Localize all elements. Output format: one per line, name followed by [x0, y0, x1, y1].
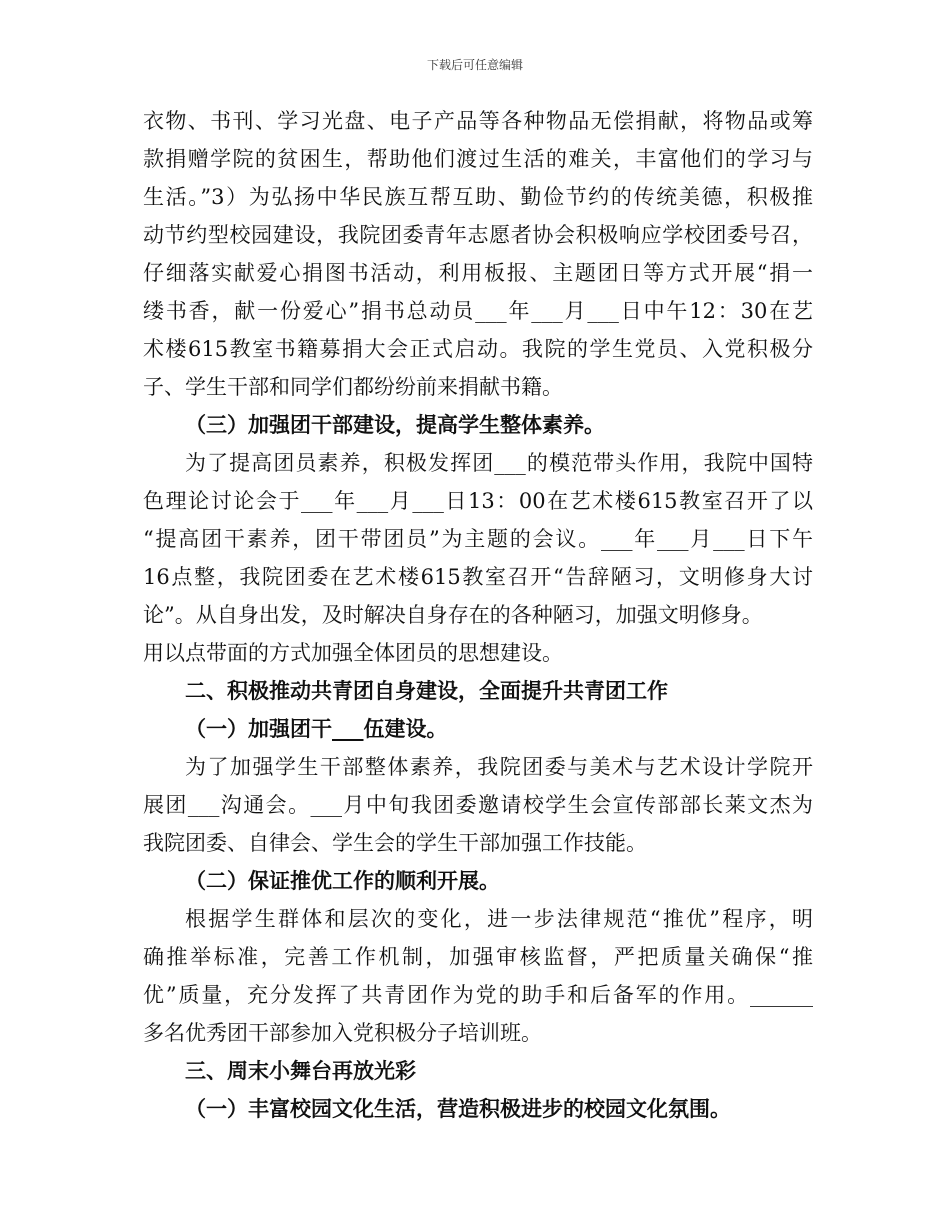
section-heading: （一）丰富校园文化生活，营造积极进步的校园文化氛围。 — [185, 1096, 731, 1121]
text-line: 生活。”3）为弘扬中华民族互帮互助、勤俭节约的传统美德，积极推 — [143, 185, 813, 209]
section-heading: （三）加强团干部建设，提高学生整体素养。 — [185, 412, 605, 437]
page-header: 下载后可任意编辑 — [426, 58, 523, 72]
text-line: 动节约型校园建设，我院团委青年志愿者协会积极响应学校团委号召， — [143, 223, 813, 247]
text-line: 我院团委、自律会、学生会的学生干部加强工作技能。 — [143, 831, 647, 855]
text-line: 展团___沟通会。___月中旬我团委邀请校学生会宣传部部长莱文杰为 — [143, 793, 813, 817]
text-line: 优”质量，充分发挥了共青团作为党的助手和后备军的作用。______ — [143, 983, 813, 1007]
text-line: “提高团干素养，团干带团员”为主题的会议。___年___月___日下午 — [143, 527, 813, 551]
text-line: 术楼615教室书籍募捐大会正式启动。我院的学生党员、入党积极分 — [143, 337, 813, 361]
text-line: 缕书香，献一份爱心”捐书总动员___年___月___日中午12：30在艺 — [143, 299, 813, 323]
text-line: 论”。从自身出发，及时解决自身存在的各种陋习，加强文明修身。 — [143, 603, 763, 627]
section-heading: 三、周末小舞台再放光彩 — [185, 1058, 416, 1083]
text-line: 16点整，我院团委在艺术楼615教室召开“告辞陋习，文明修身大讨 — [143, 565, 813, 589]
text-line: 确推举标准，完善工作机制，加强审核监督，严把质量关确保“推 — [143, 945, 813, 969]
section-heading: 二、积极推动共青团自身建设，全面提升共青团工作 — [185, 678, 668, 703]
text-line: 色理论讨论会于___年___月___日13：00在艺术楼615教室召开了以 — [143, 489, 813, 513]
text-line: 用以点带面的方式加强全体团员的思想建设。 — [143, 641, 563, 665]
text-line: 为了加强学生干部整体素养，我院团委与美术与艺术设计学院开 — [185, 755, 813, 779]
text-line: 为了提高团员素养，积极发挥团___的模范带头作用，我院中国特 — [185, 451, 813, 475]
text-line: 衣物、书刊、学习光盘、电子产品等各种物品无偿捐献，将物品或筹 — [143, 109, 813, 133]
section-heading: （一）加强团干___伍建设。 — [185, 716, 448, 741]
text-line: 多名优秀团干部参加入党积极分子培训班。 — [143, 1021, 542, 1045]
text-line: 款捐赠学院的贫困生，帮助他们渡过生活的难关，丰富他们的学习与 — [143, 147, 813, 171]
text-line: 仔细落实献爱心捐图书活动，利用板报、主题团日等方式开展“捐一 — [143, 261, 813, 285]
section-heading: （二）保证推优工作的顺利开展。 — [185, 868, 500, 893]
text-line: 根据学生群体和层次的变化，进一步法律规范“推优”程序，明 — [185, 907, 813, 931]
text-line: 子、学生干部和同学们都纷纷前来捐献书籍。 — [143, 375, 563, 399]
